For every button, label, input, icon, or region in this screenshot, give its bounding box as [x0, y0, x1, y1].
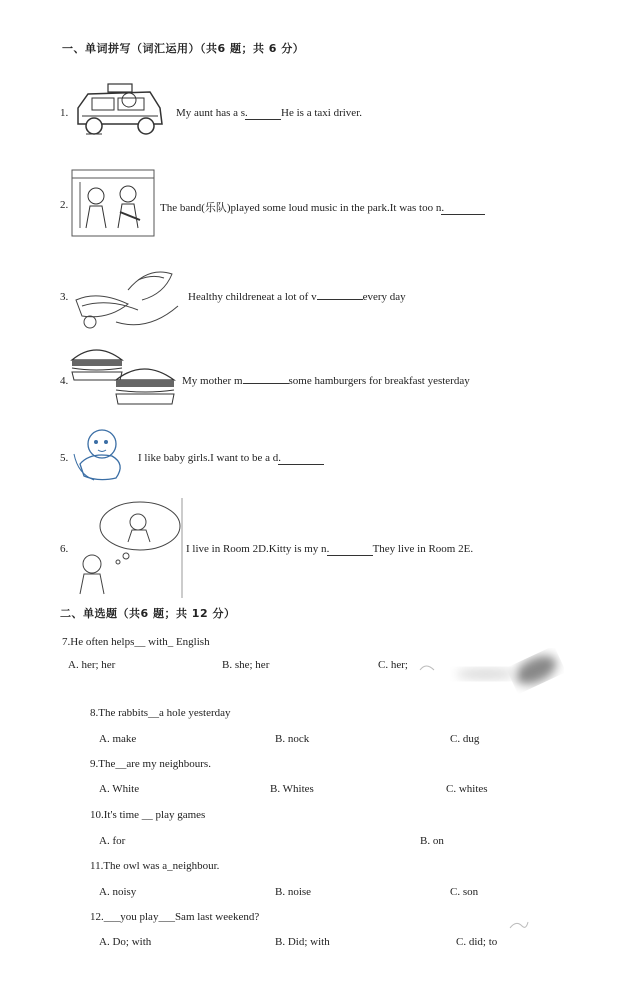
question-4-text: My mother m some hamburgers for breakfast yesterday: [182, 375, 470, 387]
question-3-text: Healthy childreneat a lot of v every day: [188, 291, 406, 303]
blank-4[interactable]: [243, 383, 289, 384]
q8-option-c[interactable]: C. dug: [450, 733, 480, 745]
blank-1[interactable]: .: [245, 107, 281, 120]
blank-2[interactable]: .: [441, 202, 485, 215]
question-4-number: 4.: [60, 375, 69, 387]
question-5-number: 5.: [60, 452, 69, 464]
question-5-text: I like baby girls.I want to be a d.: [138, 452, 324, 465]
smudge-mark: [416, 648, 564, 696]
question-10-text: 10.It's time __ play games: [90, 809, 206, 821]
q11-option-b[interactable]: B. noise: [275, 886, 312, 898]
q7-option-b[interactable]: B. she; her: [222, 659, 270, 671]
question-2-text: The band(乐队)played some loud music in the park.It was too n.: [160, 199, 485, 215]
q7-option-c[interactable]: C. her;: [378, 659, 408, 671]
question-2-number: 2.: [60, 199, 69, 211]
question-3-number: 3.: [60, 291, 69, 303]
question-6-text: I live in Room 2D.Kitty is my n. They live in Room 2E.: [186, 543, 474, 555]
baby-icon: [70, 424, 130, 484]
question-7-text: 7.He often helps__ with_ English: [62, 636, 210, 648]
taxi-icon: [72, 78, 168, 140]
q12-option-b[interactable]: B. Did; with: [275, 936, 330, 948]
q8-option-a[interactable]: A. make: [99, 733, 137, 745]
band-icon: [70, 168, 156, 238]
question-1-text: My aunt has a s. He is a taxi driver.: [176, 107, 362, 119]
blank-5[interactable]: .: [278, 452, 324, 465]
question-1-number: 1.: [60, 107, 69, 119]
q9-option-c[interactable]: C. whites: [446, 783, 488, 795]
section2-title: 二、单选题（共6 题；共 12 分）: [60, 607, 236, 620]
q7-option-a[interactable]: A. her; her: [68, 659, 116, 671]
q10-option-a[interactable]: A. for: [99, 835, 126, 847]
q11-option-c[interactable]: C. son: [450, 886, 479, 898]
section1-title: 一、单词拼写（词汇运用）（共6 题；共 6 分）: [62, 42, 305, 55]
question-9-text: 9.The__are my neighbours.: [90, 758, 211, 770]
question-6-number: 6.: [60, 543, 69, 555]
q8-option-b[interactable]: B. nock: [275, 733, 310, 745]
question-11-text: 11.The owl was a_neighbour.: [90, 860, 220, 872]
q12-option-a[interactable]: A. Do; with: [99, 936, 152, 948]
q12-option-c[interactable]: C. did; to: [456, 936, 498, 948]
q10-option-b[interactable]: B. on: [420, 835, 444, 847]
q9-option-b[interactable]: B. Whites: [270, 783, 314, 795]
blank-6[interactable]: .: [327, 543, 373, 556]
vegetables-icon: [68, 260, 180, 336]
question-12-text: 12.___you play___Sam last weekend?: [90, 911, 260, 923]
blank-3[interactable]: [317, 299, 363, 300]
q9-option-a[interactable]: A. White: [99, 783, 140, 795]
girl-thinking-icon: [68, 498, 184, 598]
hamburger-icon: [66, 342, 182, 410]
faint-mark: [508, 916, 530, 936]
question-8-text: 8.The rabbits__a hole yesterday: [90, 707, 231, 719]
q11-option-a[interactable]: A. noisy: [99, 886, 137, 898]
